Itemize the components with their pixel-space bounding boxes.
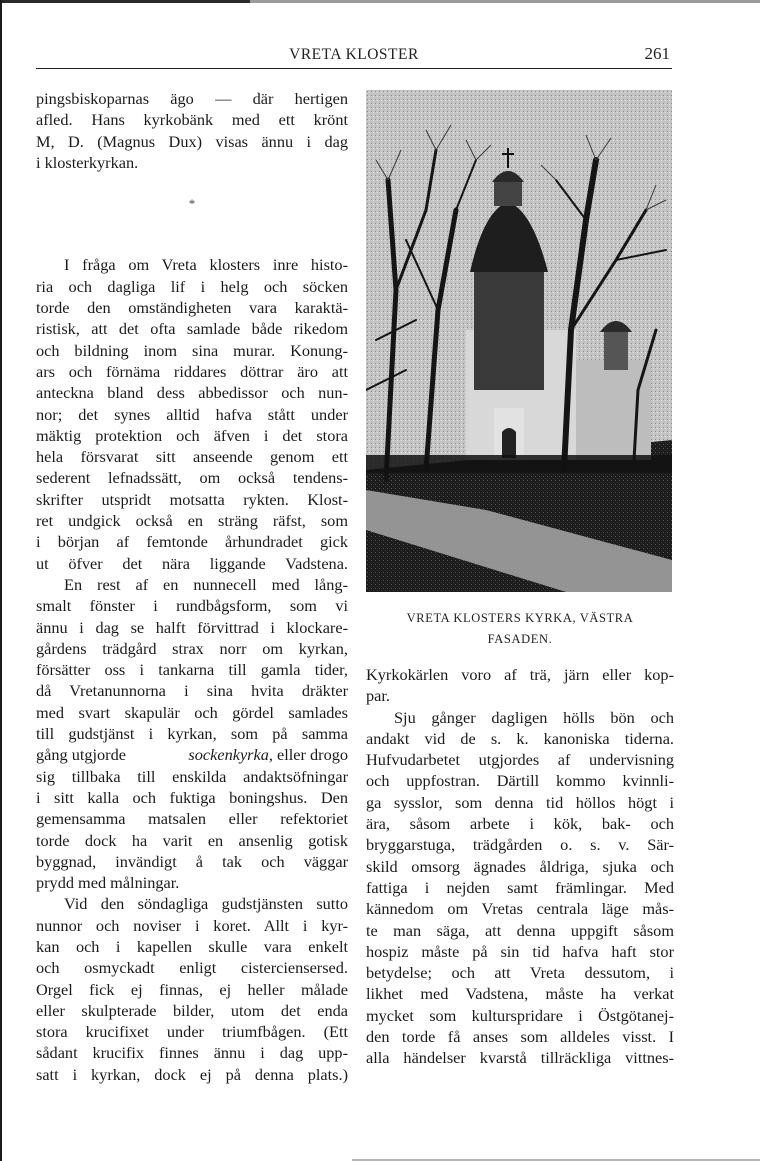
- text-line: stora krucifixet under triumfbågen. (Ett: [36, 1022, 348, 1042]
- text-line: prydd med målningar.: [36, 873, 180, 893]
- left-text-column: [36, 88, 348, 1085]
- text-line: I fråga om Vreta klosters inre histo-: [64, 255, 348, 275]
- text-line: afled. Hans kyrkobänk med ett krönt: [36, 110, 348, 130]
- text-fragment: [188, 744, 348, 765]
- text-line: i början af femtonde århundradet gick: [36, 532, 348, 552]
- text-line: och bildning inom sina murar. Konung-: [36, 340, 348, 360]
- text-line: likhet med Vadstena, måste ha verkat: [366, 984, 674, 1004]
- text-line: kan och i kapellen skulle vara enkelt: [36, 936, 348, 956]
- text-line: M, D. (Magnus Dux) visas ännu i dag: [36, 131, 348, 151]
- text-line: alla händelser kvarstå tillräckliga vittnes-: [366, 1048, 674, 1068]
- text-fragment: , eller drogo: [268, 745, 348, 765]
- running-title: VRETA KLOSTER: [289, 46, 419, 63]
- italic-term: sockenkyrka: [188, 745, 269, 765]
- text-line: och osmyckadt enligt cisterciensersed.: [36, 958, 348, 978]
- page-number: 261: [644, 44, 670, 63]
- running-header: [36, 44, 672, 69]
- text-line: ret undgick också en sträng räfst, som: [36, 511, 348, 531]
- text-line: Orgel fick ej finnas, ej heller målade: [36, 979, 348, 999]
- text-line: nunnor och noviser i koret. Allt i kyr-: [36, 915, 348, 935]
- text-line: Hufvudarbetet utgjordes af undervisning: [366, 750, 674, 770]
- section-separator-asterisk: *: [188, 196, 196, 212]
- text-line: den torde få anses som alldeles visst. I: [366, 1027, 674, 1047]
- text-line: byggnad, invändigt å tak och väggar: [36, 851, 348, 871]
- church-photograph: [366, 90, 672, 592]
- right-text-column: [366, 664, 674, 1069]
- text-line: torde dock ha varit en ansenlig gotisk: [36, 830, 348, 850]
- scan-border-top-light: [250, 0, 760, 3]
- text-line: En rest af en nunnecell med lång-: [64, 574, 348, 594]
- text-line: i sitt kalla och fuktiga boningshus. Den: [36, 787, 348, 807]
- text-line: hela försvarat sitt anseende genom ett: [36, 447, 348, 467]
- text-line: torde den omständigheten vara karaktä-: [36, 298, 348, 318]
- text-line: i klosterkyrkan.: [36, 152, 139, 172]
- paragraph: [36, 893, 348, 1085]
- text-line: ära, såsom arbete i kök, bak- och: [366, 814, 674, 834]
- text-line: med svart skapulär och gördel samlades: [36, 702, 348, 722]
- text-line: satt i kyrkan, dock ej på denna plats.): [36, 1064, 348, 1084]
- text-line: skrifter utspridt motsatta rykten. Klost-: [36, 489, 348, 509]
- text-line: mäktig protektion och äfven i det stora: [36, 425, 348, 445]
- text-line: nor; det synes alltid hafva stått under: [36, 404, 348, 424]
- text-line: sederent lefnadssätt, om också tendens-: [36, 468, 348, 488]
- paragraph: [36, 88, 348, 173]
- caption-line: VRETA KLOSTERS KYRKA, VÄSTRA: [406, 611, 634, 625]
- text-line: smalt fönster i rundbågsform, som vi: [36, 596, 348, 616]
- text-line: pingsbiskoparnas ägo — där hertigen: [36, 89, 348, 108]
- text-line: Kyrkokärlen voro af trä, järn eller kop-: [366, 665, 674, 684]
- text-line: till gudstjänst i kyrkan, som på samma: [36, 724, 348, 744]
- text-line: ars och förnäma riddares döttrar äro att: [36, 361, 348, 381]
- text-line: ännu i dag se halft förvittrad i klockare-: [36, 617, 348, 637]
- text-line: fattiga i nejden samt främlingar. Med: [366, 877, 674, 897]
- text-line: försätter oss i tankarna till gamla tider,: [36, 660, 348, 680]
- text-line: sig tillbaka till enskilda andaktsöfningar: [36, 766, 348, 786]
- text-line: par.: [366, 686, 390, 706]
- text-line: Vid den söndagliga gudstjänsten sutto: [64, 894, 348, 914]
- text-fragment: gång utgjorde: [36, 745, 126, 765]
- text-line: hospiz måste på sin tid hafva haft stor: [366, 941, 674, 961]
- text-line: kännedom om Vretas centrala läge mås-: [366, 899, 674, 919]
- paragraph: [36, 254, 348, 573]
- text-line: då Vretanunnorna i sina hvita dräkter: [36, 681, 348, 701]
- text-line: anteckna bland dess abbedissor och nun-: [36, 383, 348, 403]
- scan-border-left: [0, 0, 2, 1161]
- text-line: gemensamma matsalen eller refektoriet: [36, 809, 348, 829]
- text-line: betydelse; och att Vreta dessutom, i: [366, 963, 674, 983]
- paragraph: [366, 664, 674, 707]
- text-line: ga sysslor, som denna tid höllos högt i: [366, 792, 674, 812]
- text-line: Sju gånger dagligen hölls bön och: [394, 707, 674, 727]
- text-line: ristisk, att det ofta samlade både rikedom: [36, 319, 348, 339]
- text-line: te man säga, att denna uppgift såsom: [366, 920, 674, 940]
- paragraph: [366, 707, 674, 1069]
- text-line: och uppfostran. Därtill kommo kvinnli-: [366, 771, 674, 791]
- text-line: mycket som kulturspridare i Östgötanej-: [366, 1005, 674, 1025]
- text-line: ria och dagliga lif i helg och söcken: [36, 276, 348, 296]
- text-line-with-italic: [36, 744, 348, 765]
- text-line: andakt vid de s. k. kanoniska tiderna.: [366, 728, 674, 748]
- text-line: sådant krucifix finnes ännu i dag upp-: [36, 1043, 348, 1063]
- church-illustration: [366, 90, 672, 592]
- text-line: bryggarstuga, trädgården o. s. v. Sär-: [366, 835, 674, 855]
- caption-line: FASADEN.: [487, 632, 553, 646]
- paragraph: [36, 574, 348, 893]
- text-line: gårdens trädgård strax norr om kyrkan,: [36, 638, 348, 658]
- text-line: eller skulpterade bilder, utom det enda: [36, 1000, 348, 1020]
- text-line: skild omsorg ägnades åldriga, sjuka och: [366, 856, 674, 876]
- figure-caption: [366, 608, 674, 650]
- text-line: ut öfver det nära liggande Vadstena.: [36, 553, 348, 573]
